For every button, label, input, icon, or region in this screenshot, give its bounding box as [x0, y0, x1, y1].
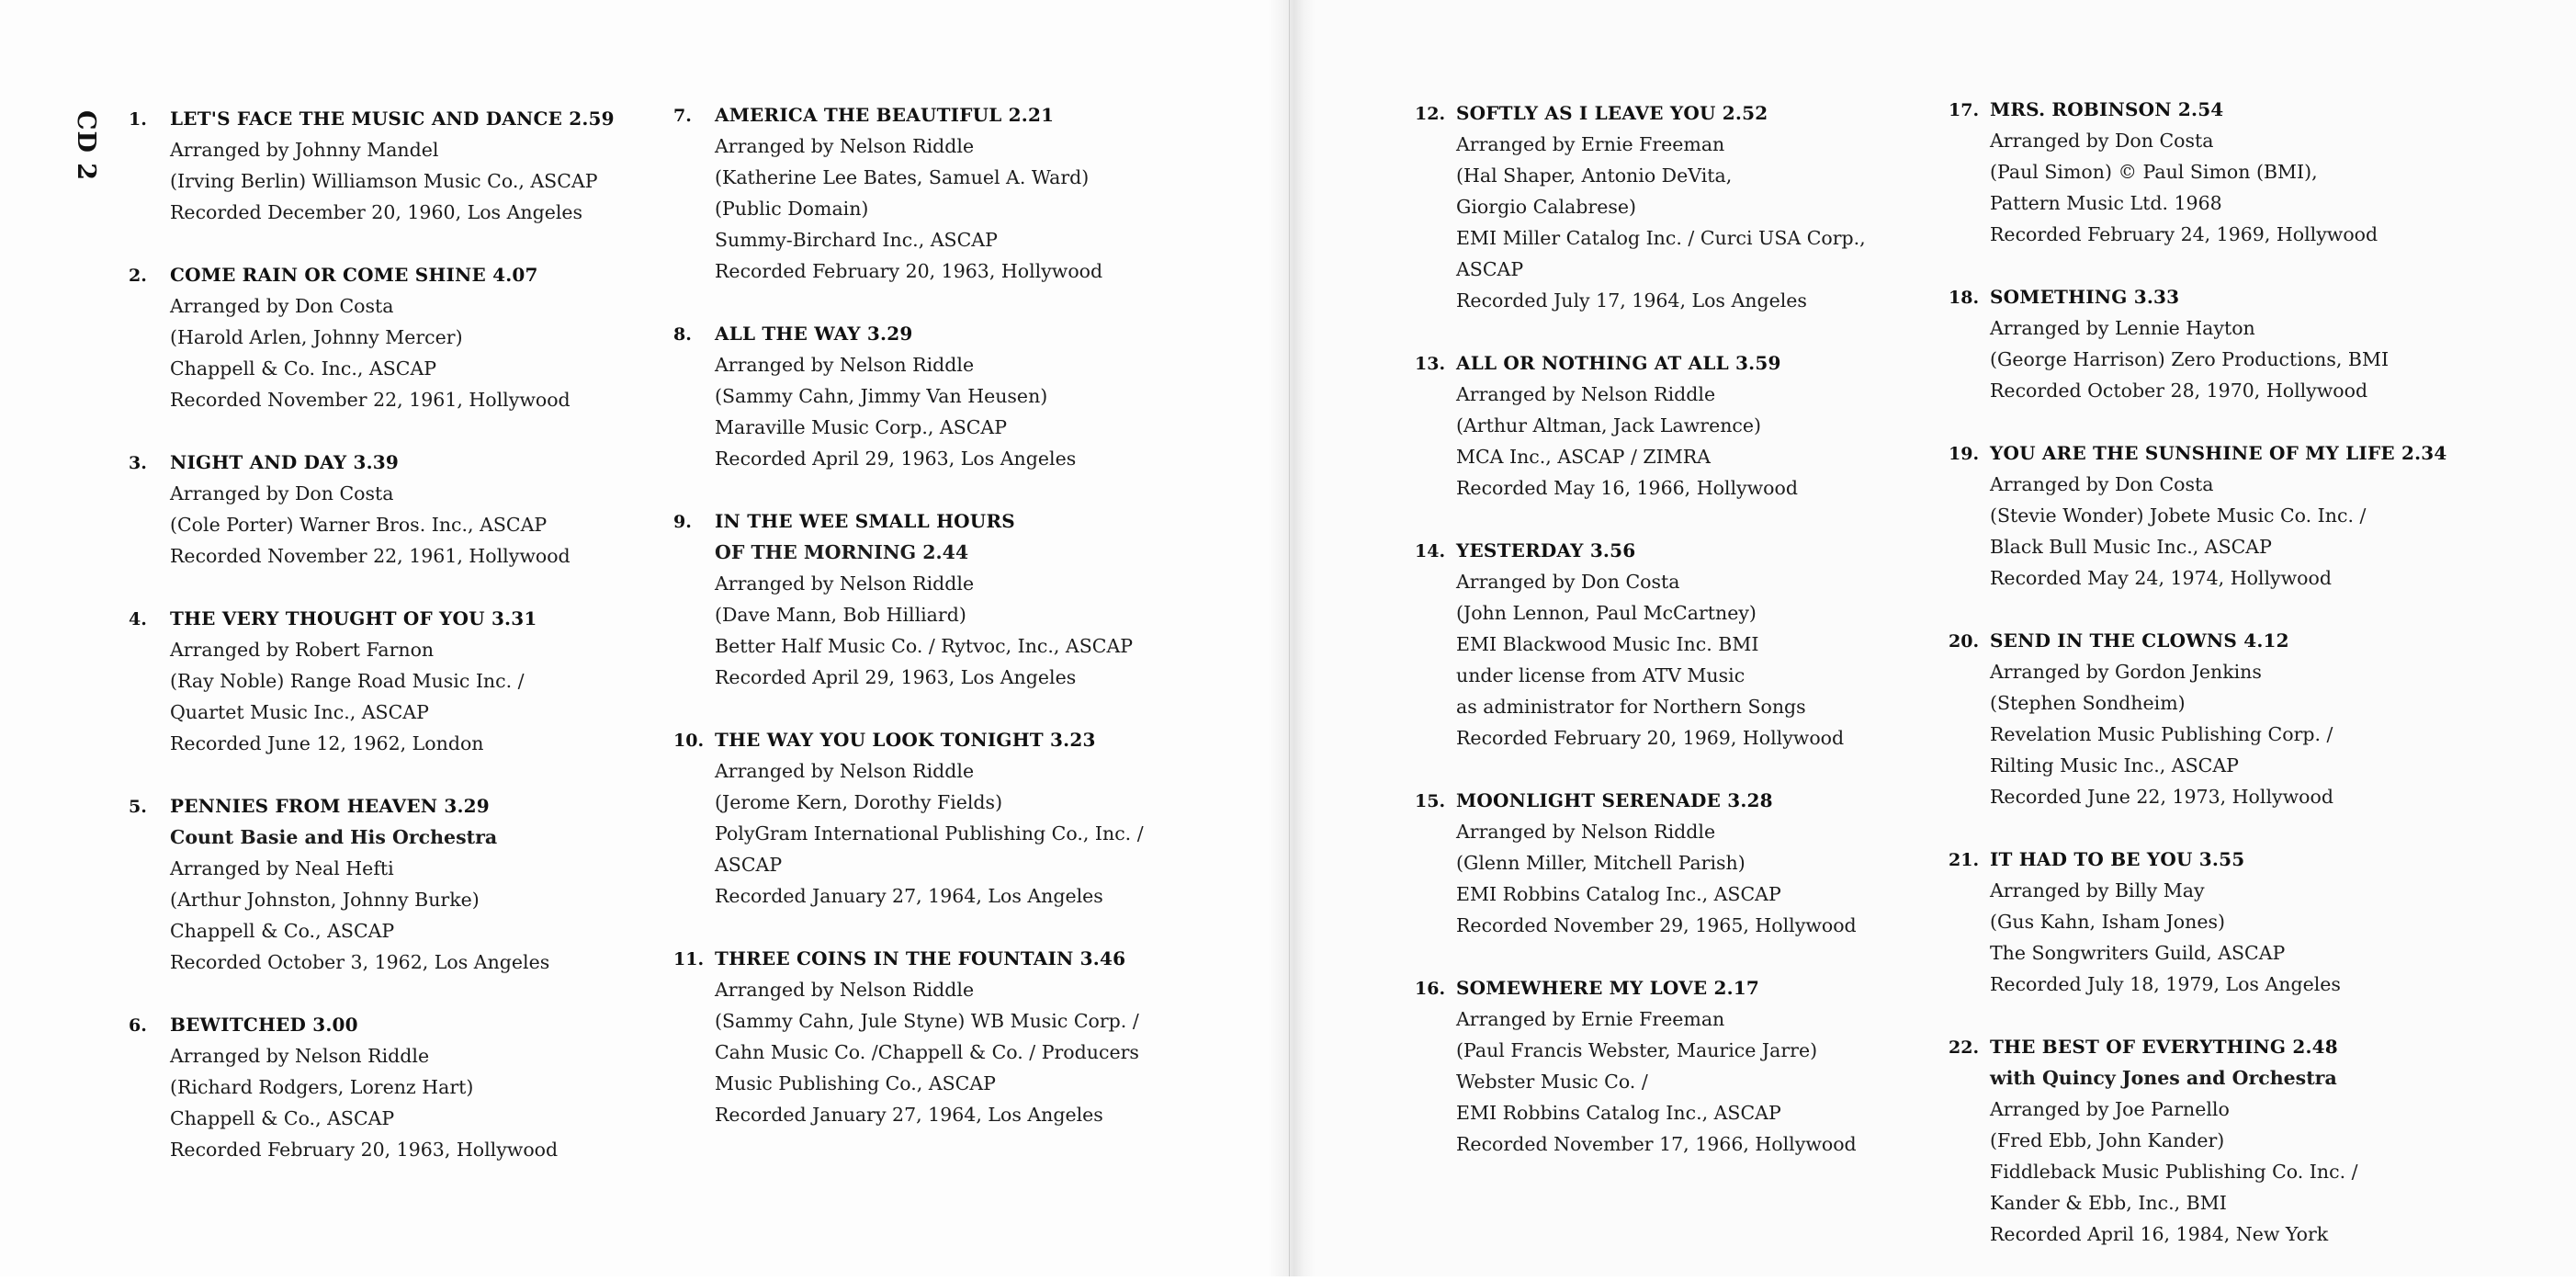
credit-line: EMI Miller Catalog Inc. / Curci USA Corp.,	[1456, 227, 1866, 249]
track-credits	[673, 537, 1225, 693]
track-header	[129, 103, 680, 134]
credit-line: EMI Blackwood Music Inc. BMI	[1456, 633, 1759, 655]
track-header	[1949, 625, 2500, 656]
track-credits	[129, 634, 680, 759]
track-credits	[129, 478, 680, 572]
track-number: 6.	[129, 1015, 147, 1036]
track-header	[673, 318, 1225, 349]
track-credits	[129, 290, 680, 415]
credit-line: Arranged by Nelson Riddle	[715, 135, 975, 157]
track-credits	[1415, 129, 1966, 316]
track-credits	[673, 755, 1225, 912]
track-number: 11.	[673, 949, 705, 969]
credit-line: (Richard Rodgers, Lorenz Hart)	[170, 1076, 474, 1098]
credit-line: Recorded February 20, 1969, Hollywood	[1456, 727, 1845, 749]
credit-line: Arranged by Don Costa	[170, 482, 394, 504]
credit-line: Arranged by Nelson Riddle	[1456, 383, 1716, 405]
credit-line: Quartet Music Inc., ASCAP	[170, 701, 429, 723]
credit-line: (John Lennon, Paul McCartney)	[1456, 602, 1757, 624]
track-number: 7.	[673, 106, 692, 126]
credit-line: Arranged by Nelson Riddle	[715, 354, 975, 376]
credit-line: ASCAP	[1456, 258, 1524, 280]
track-title: SOMEWHERE MY LOVE 2.17	[1456, 977, 1760, 999]
credit-line: Arranged by Nelson Riddle	[1456, 821, 1716, 843]
credit-line: (Stephen Sondheim)	[1990, 692, 2186, 714]
track-header	[129, 259, 680, 290]
credit-line: Recorded February 24, 1969, Hollywood	[1990, 223, 2378, 245]
track-header	[673, 505, 1225, 537]
track-entry	[1949, 437, 2500, 594]
track-title: SOFTLY AS I LEAVE YOU 2.52	[1456, 102, 1768, 124]
credit-line: (Arthur Johnston, Johnny Burke)	[170, 889, 480, 911]
track-number: 10.	[673, 731, 705, 751]
credit-line: (Jerome Kern, Dorothy Fields)	[715, 791, 1003, 813]
tracklist-column-2	[673, 99, 1225, 1162]
credit-line: Recorded February 20, 1963, Hollywood	[715, 260, 1103, 282]
credit-line: Arranged by Gordon Jenkins	[1990, 661, 2262, 683]
track-header	[129, 790, 680, 822]
credit-line: Revelation Music Publishing Corp. /	[1990, 723, 2333, 745]
credit-line: Arranged by Johnny Mandel	[170, 139, 439, 161]
credit-line: (Arthur Altman, Jack Lawrence)	[1456, 414, 1762, 436]
track-header	[1949, 281, 2500, 312]
track-title: ALL OR NOTHING AT ALL 3.59	[1456, 352, 1781, 374]
track-number: 1.	[129, 109, 147, 130]
credit-line: under license from ATV Music	[1456, 664, 1746, 686]
credit-line: Arranged by Nelson Riddle	[715, 572, 975, 595]
credit-line: The Songwriters Guild, ASCAP	[1990, 942, 2286, 964]
credit-line: Arranged by Neal Hefti	[170, 857, 394, 879]
credit-line: Arranged by Lennie Hayton	[1990, 317, 2255, 339]
track-title: THREE COINS IN THE FOUNTAIN 3.46	[715, 947, 1126, 969]
credit-line: Recorded June 22, 1973, Hollywood	[1990, 786, 2333, 808]
credit-line: (Ray Noble) Range Road Music Inc. /	[170, 670, 525, 692]
track-entry	[1415, 347, 1966, 504]
track-entry	[1949, 844, 2500, 1000]
credit-line: Music Publishing Co., ASCAP	[715, 1072, 996, 1094]
track-number: 19.	[1949, 444, 1980, 464]
credit-line: (Irving Berlin) Williamson Music Co., ASCAP	[170, 170, 598, 192]
credit-line: Arranged by Don Costa	[1990, 473, 2214, 495]
track-number: 13.	[1415, 354, 1446, 374]
track-number: 4.	[129, 609, 147, 629]
credit-line: (Sammy Cahn, Jimmy Van Heusen)	[715, 385, 1048, 407]
credit-line: EMI Robbins Catalog Inc., ASCAP	[1456, 1102, 1781, 1124]
track-entry	[673, 99, 1225, 287]
track-credits	[1415, 816, 1966, 941]
track-title: THE VERY THOUGHT OF YOU 3.31	[170, 607, 537, 629]
track-number: 22.	[1949, 1037, 1980, 1058]
track-credits	[1949, 125, 2500, 250]
credit-line: Recorded February 20, 1963, Hollywood	[170, 1139, 559, 1161]
credit-line: Arranged by Nelson Riddle	[715, 760, 975, 782]
track-number: 21.	[1949, 850, 1980, 870]
credit-line: (Sammy Cahn, Jule Styne) WB Music Corp. /	[715, 1010, 1139, 1032]
track-number: 12.	[1415, 104, 1446, 124]
credit-line: as administrator for Northern Songs	[1456, 696, 1806, 718]
track-header	[1949, 844, 2500, 875]
track-credits	[1949, 875, 2500, 1000]
credit-line: Chappell & Co., ASCAP	[170, 1107, 395, 1129]
credit-line: Recorded November 22, 1961, Hollywood	[170, 389, 571, 411]
track-entry	[1415, 97, 1966, 316]
track-number: 16.	[1415, 979, 1446, 999]
credit-line: Black Bull Music Inc., ASCAP	[1990, 536, 2272, 558]
track-title: SEND IN THE CLOWNS 4.12	[1990, 629, 2289, 652]
track-credits	[1415, 379, 1966, 504]
track-title: BEWITCHED 3.00	[170, 1014, 358, 1036]
track-number: 5.	[129, 797, 147, 817]
credit-line: Rilting Music Inc., ASCAP	[1990, 754, 2239, 777]
track-title: MOONLIGHT SERENADE 3.28	[1456, 789, 1773, 811]
track-header	[1415, 972, 1966, 1003]
credit-line: Recorded April 29, 1963, Los Angeles	[715, 666, 1077, 688]
track-credits	[129, 134, 680, 228]
credit-line: Kander & Ebb, Inc., BMI	[1990, 1192, 2227, 1214]
track-number: 3.	[129, 453, 147, 473]
credit-line: (George Harrison) Zero Productions, BMI	[1990, 348, 2390, 370]
track-number: 9.	[673, 512, 692, 532]
credit-line: PolyGram International Publishing Co., Inc. /	[715, 822, 1144, 845]
track-entry	[129, 790, 680, 978]
credit-line: Recorded June 12, 1962, London	[170, 732, 484, 754]
track-credits	[1415, 1003, 1966, 1160]
track-number: 15.	[1415, 791, 1446, 811]
track-entry	[1949, 1031, 2500, 1250]
credit-line: (Paul Simon) © Paul Simon (BMI),	[1990, 161, 2318, 183]
credit-line: Recorded October 3, 1962, Los Angeles	[170, 951, 550, 973]
credit-line: Arranged by Nelson Riddle	[170, 1045, 430, 1067]
credit-line: (Gus Kahn, Isham Jones)	[1990, 911, 2225, 933]
track-entry	[129, 447, 680, 572]
fold-line	[1289, 0, 1290, 1276]
track-title: ALL THE WAY 3.29	[715, 323, 913, 345]
track-entry	[1415, 535, 1966, 754]
disc-label: CD 2	[72, 110, 100, 182]
credit-line: Chappell & Co. Inc., ASCAP	[170, 357, 437, 380]
track-entry	[129, 103, 680, 228]
tracklist-column-1	[129, 103, 680, 1196]
track-credits	[673, 130, 1225, 287]
track-entry	[129, 1009, 680, 1165]
credit-line: Recorded May 24, 1974, Hollywood	[1990, 567, 2332, 589]
track-entry	[1949, 94, 2500, 250]
track-header	[1949, 94, 2500, 125]
credit-line: Cahn Music Co. /Chappell & Co. / Producers	[715, 1041, 1139, 1063]
track-title: IN THE WEE SMALL HOURS	[715, 510, 1015, 532]
track-title: MRS. ROBINSON 2.54	[1990, 98, 2224, 120]
credit-line: Maraville Music Corp., ASCAP	[715, 416, 1008, 438]
track-credits	[129, 1040, 680, 1165]
track-credits	[129, 822, 680, 978]
credit-line: (Fred Ebb, John Kander)	[1990, 1129, 2225, 1151]
track-entry	[673, 724, 1225, 912]
credit-line: Giorgio Calabrese)	[1456, 196, 1637, 218]
track-entry	[1949, 625, 2500, 812]
credit-line: (Paul Francis Webster, Maurice Jarre)	[1456, 1039, 1818, 1061]
track-entry	[673, 505, 1225, 693]
track-header	[1949, 437, 2500, 469]
track-title: PENNIES FROM HEAVEN 3.29	[170, 795, 490, 817]
track-entry	[1415, 972, 1966, 1160]
credit-line: (Katherine Lee Bates, Samuel A. Ward)	[715, 166, 1090, 188]
tracklist-column-3	[1415, 97, 1966, 1191]
track-header	[673, 99, 1225, 130]
credit-line: Recorded July 17, 1964, Los Angeles	[1456, 289, 1807, 312]
credit-line: Recorded April 16, 1984, New York	[1990, 1223, 2329, 1245]
track-title: SOMETHING 3.33	[1990, 286, 2180, 308]
track-entry	[1949, 281, 2500, 406]
track-entry	[673, 943, 1225, 1130]
credit-line: Recorded December 20, 1960, Los Angeles	[170, 201, 583, 223]
track-number: 20.	[1949, 631, 1980, 652]
credit-line: OF THE MORNING 2.44	[715, 541, 969, 563]
track-number: 17.	[1949, 100, 1980, 120]
track-credits	[1949, 469, 2500, 594]
credit-line: Better Half Music Co. / Rytvoc, Inc., ASCAP	[715, 635, 1134, 657]
credit-line: Arranged by Joe Parnello	[1990, 1098, 2230, 1120]
track-credits	[673, 349, 1225, 474]
tracklist-column-4	[1949, 94, 2500, 1281]
credit-line: (Stevie Wonder) Jobete Music Co. Inc. /	[1990, 504, 2367, 527]
track-header	[1415, 97, 1966, 129]
track-entry	[129, 603, 680, 759]
credit-line: Count Basie and His Orchestra	[170, 826, 498, 848]
credit-line: ASCAP	[715, 854, 783, 876]
credit-line: Arranged by Billy May	[1990, 879, 2205, 901]
credit-line: with Quincy Jones and Orchestra	[1990, 1067, 2337, 1089]
track-title: YOU ARE THE SUNSHINE OF MY LIFE 2.34	[1990, 442, 2447, 464]
credit-line: Recorded November 22, 1961, Hollywood	[170, 545, 571, 567]
credit-line: Recorded October 28, 1970, Hollywood	[1990, 380, 2368, 402]
credit-line: Recorded April 29, 1963, Los Angeles	[715, 448, 1077, 470]
credit-line: Pattern Music Ltd. 1968	[1990, 192, 2222, 214]
track-credits	[1949, 1062, 2500, 1250]
credit-line: Recorded November 29, 1965, Hollywood	[1456, 914, 1857, 936]
credit-line: Summy-Birchard Inc., ASCAP	[715, 229, 998, 251]
track-header	[673, 724, 1225, 755]
track-credits	[1415, 566, 1966, 754]
credit-line: Arranged by Robert Farnon	[170, 639, 435, 661]
credit-line: Arranged by Ernie Freeman	[1456, 1008, 1725, 1030]
credit-line: MCA Inc., ASCAP / ZIMRA	[1456, 446, 1711, 468]
track-header	[129, 603, 680, 634]
credit-line: Webster Music Co. /	[1456, 1071, 1648, 1093]
track-number: 2.	[129, 266, 147, 286]
credit-line: Chappell & Co., ASCAP	[170, 920, 395, 942]
credit-line: Arranged by Don Costa	[170, 295, 394, 317]
track-number: 14.	[1415, 541, 1446, 561]
track-title: THE WAY YOU LOOK TONIGHT 3.23	[715, 729, 1096, 751]
credit-line: Arranged by Don Costa	[1456, 571, 1680, 593]
track-header	[129, 447, 680, 478]
track-entry	[129, 259, 680, 415]
track-title: IT HAD TO BE YOU 3.55	[1990, 848, 2245, 870]
track-header	[673, 943, 1225, 974]
track-entry	[1415, 785, 1966, 941]
credit-line: Arranged by Ernie Freeman	[1456, 133, 1725, 155]
credit-line: (Harold Arlen, Johnny Mercer)	[170, 326, 463, 348]
credit-line: Recorded July 18, 1979, Los Angeles	[1990, 973, 2341, 995]
credit-line: (Dave Mann, Bob Hilliard)	[715, 604, 966, 626]
credit-line: Recorded January 27, 1964, Los Angeles	[715, 885, 1103, 907]
credit-line: (Glenn Miller, Mitchell Parish)	[1456, 852, 1746, 874]
credit-line: Recorded May 16, 1966, Hollywood	[1456, 477, 1798, 499]
track-number: 18.	[1949, 288, 1980, 308]
credit-line: Arranged by Don Costa	[1990, 130, 2214, 152]
track-header	[1949, 1031, 2500, 1062]
credit-line: (Public Domain)	[715, 198, 869, 220]
track-header	[1415, 535, 1966, 566]
credit-line: (Hal Shaper, Antonio DeVita,	[1456, 164, 1733, 187]
track-title: THE BEST OF EVERYTHING 2.48	[1990, 1036, 2338, 1058]
track-title: YESTERDAY 3.56	[1456, 539, 1636, 561]
track-number: 8.	[673, 324, 692, 345]
track-header	[1415, 347, 1966, 379]
track-header	[1415, 785, 1966, 816]
credit-line: Fiddleback Music Publishing Co. Inc. /	[1990, 1161, 2358, 1183]
credit-line: Recorded January 27, 1964, Los Angeles	[715, 1104, 1103, 1126]
credit-line: Recorded November 17, 1966, Hollywood	[1456, 1133, 1857, 1155]
credit-line: (Cole Porter) Warner Bros. Inc., ASCAP	[170, 514, 548, 536]
track-title: COME RAIN OR COME SHINE 4.07	[170, 264, 538, 286]
track-credits	[1949, 656, 2500, 812]
booklet-gutter	[1268, 0, 1316, 1276]
track-title: LET'S FACE THE MUSIC AND DANCE 2.59	[170, 108, 615, 130]
track-entry	[673, 318, 1225, 474]
credit-line: EMI Robbins Catalog Inc., ASCAP	[1456, 883, 1781, 905]
track-header	[129, 1009, 680, 1040]
track-title: AMERICA THE BEAUTIFUL 2.21	[715, 104, 1055, 126]
track-credits	[1949, 312, 2500, 406]
track-title: NIGHT AND DAY 3.39	[170, 451, 399, 473]
credit-line: Arranged by Nelson Riddle	[715, 979, 975, 1001]
track-credits	[673, 974, 1225, 1130]
